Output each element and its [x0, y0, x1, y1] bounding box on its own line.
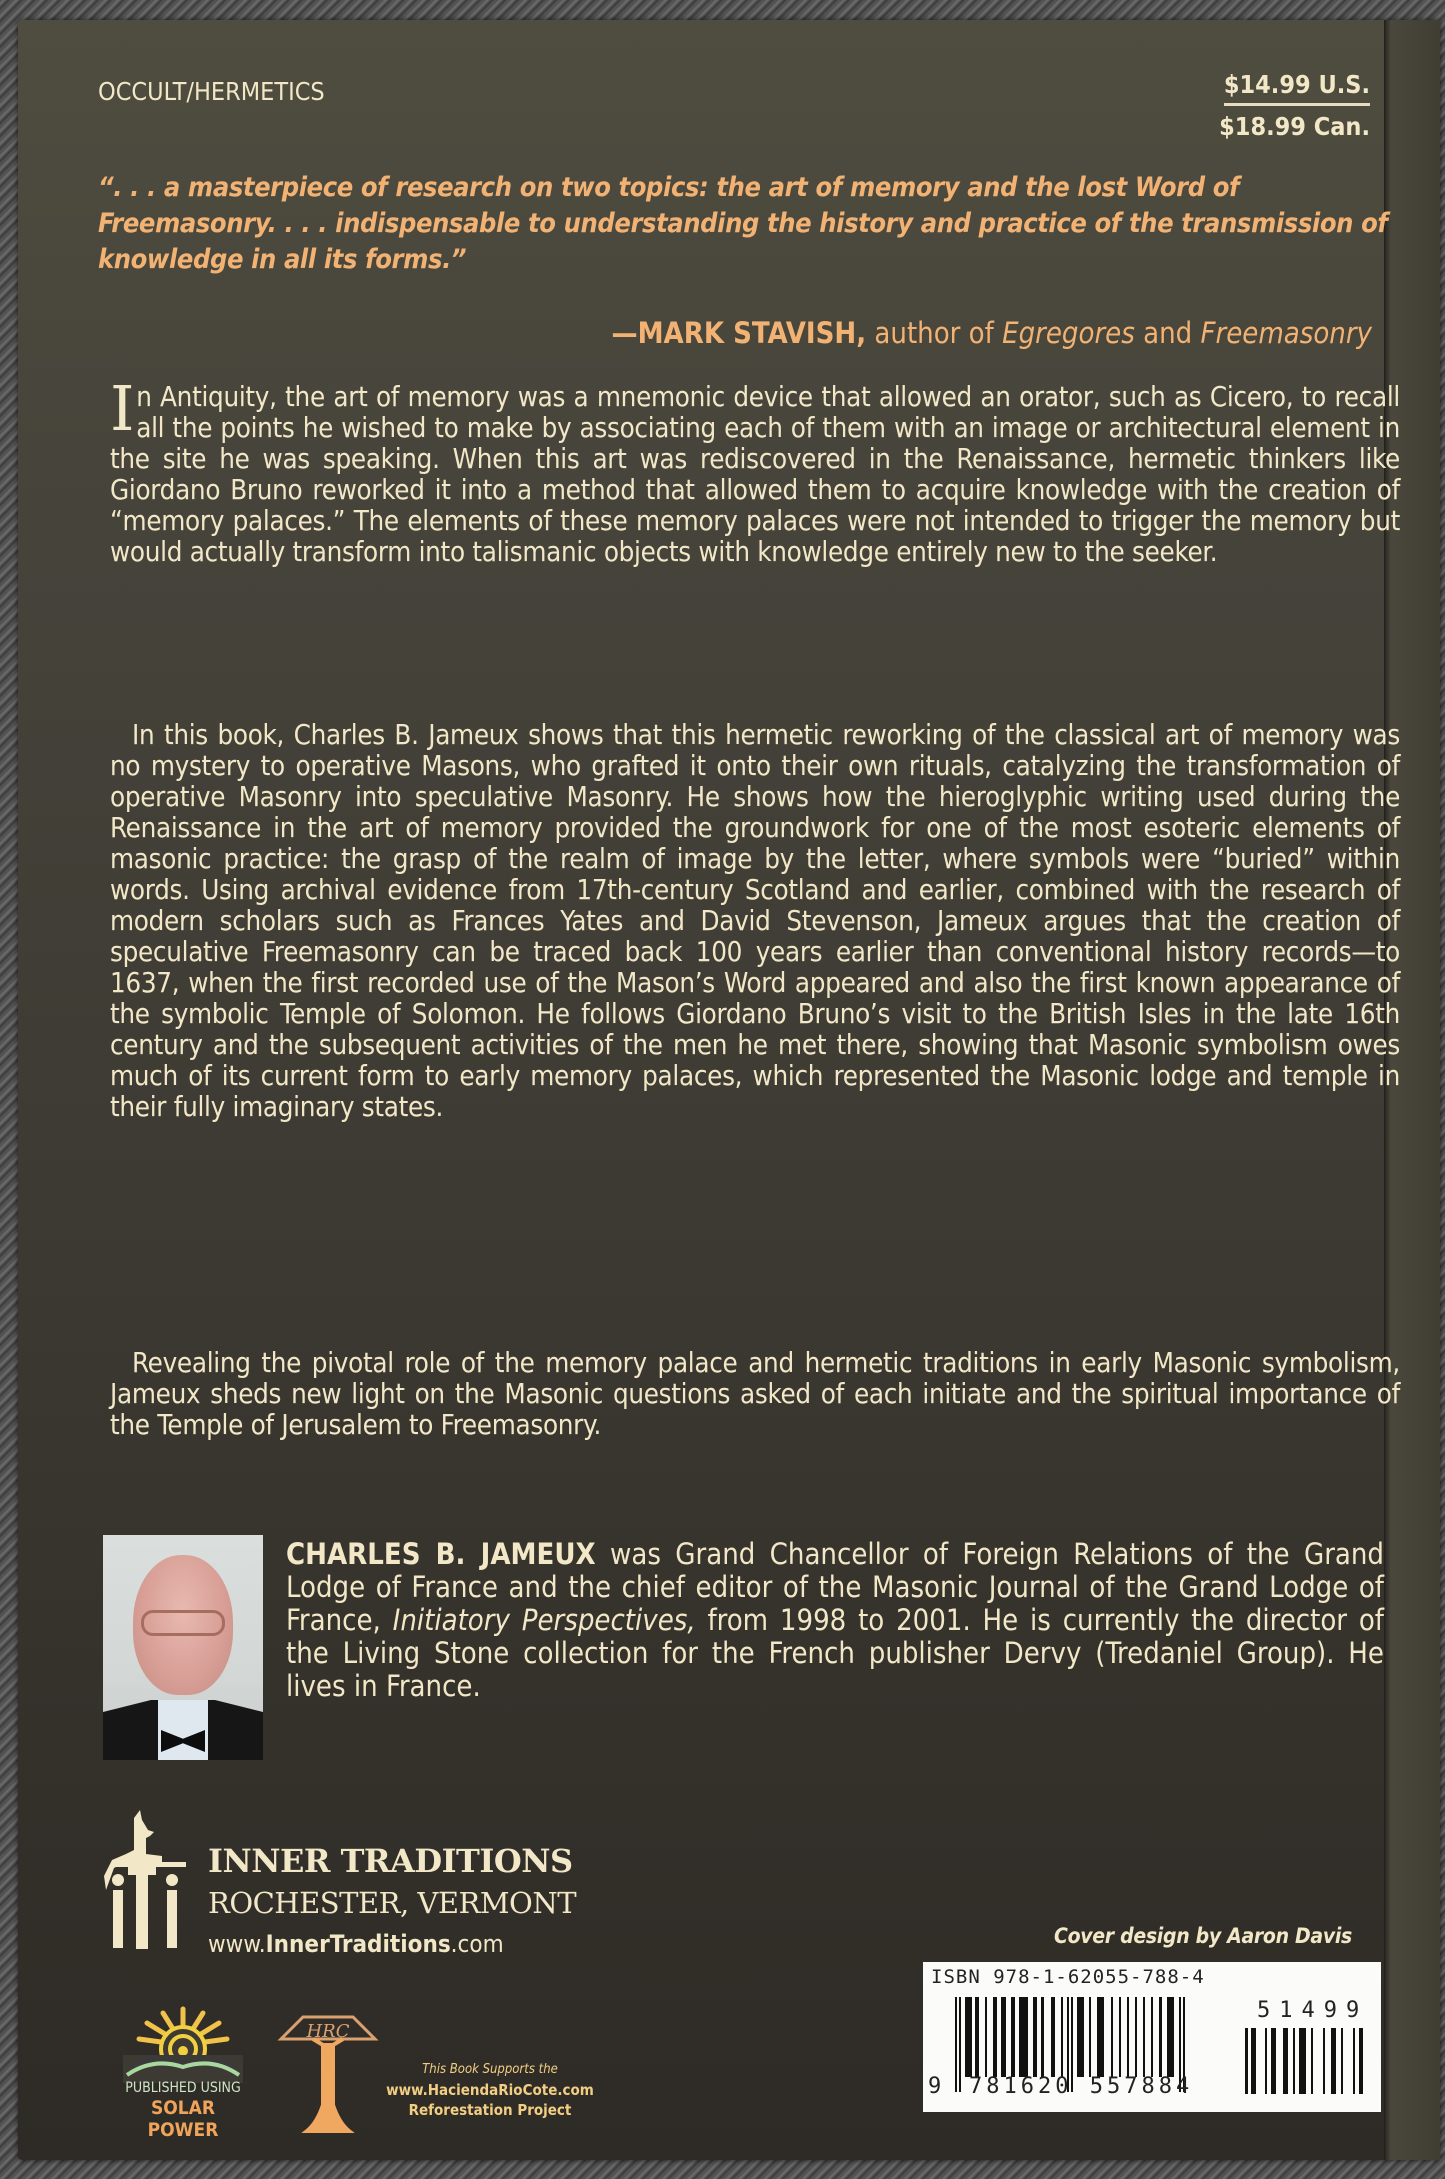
- publisher-block: [208, 1842, 576, 1958]
- url-brand: InnerTraditions: [265, 1930, 451, 1958]
- inner-traditions-logo-icon: [96, 1810, 196, 1970]
- barcode-lead-digit: 9: [928, 2074, 946, 2099]
- bio-text: was Grand Chancellor of Foreign Relations of the Grand Lodge of France and the chief editor of the Masonic Journal of the Grand Lodge of France,: [286, 1537, 1385, 1637]
- author-photo: [103, 1535, 263, 1760]
- author-name: CHARLES B. JAMEUX: [286, 1537, 596, 1571]
- quote-attribution: [611, 316, 1372, 350]
- hrc-line3: Reforestation Project: [408, 2101, 572, 2119]
- publisher-url: [208, 1930, 576, 1958]
- barcode-addon-digits: 51499: [1257, 1998, 1369, 2023]
- svg-text:HRC: HRC: [306, 2021, 350, 2042]
- bio-text: from 1998 to 2001. He is currently the director of the Living Stone collection for the French publisher Dervy (Tredaniel Group). He lives in France.: [286, 1603, 1384, 1703]
- hrc-line1: This Book Supports the: [422, 2062, 558, 2077]
- author-bio: [286, 1538, 1384, 1703]
- journal-title: Initiatory Perspectives,: [392, 1603, 696, 1637]
- solar-line1: PUBLISHED USING: [125, 2080, 241, 2096]
- price-block: [1219, 70, 1370, 141]
- url-suffix: .com: [450, 1930, 504, 1958]
- publisher-location: ROCHESTER, VERMONT: [208, 1886, 577, 1920]
- isbn-label: ISBN 978-1-62055-788-4: [931, 1966, 1205, 1988]
- addon-barcode-bars-icon: [1243, 2028, 1368, 2094]
- attribution-name: —MARK STAVISH,: [611, 316, 867, 350]
- barcode-main-digits: 781620 557884: [969, 2074, 1194, 2099]
- price-us: $14.99 U.S.: [1224, 70, 1370, 106]
- solar-line2: SOLAR POWER: [147, 2097, 219, 2141]
- drop-cap: I: [110, 372, 135, 445]
- isbn-barcode: [923, 1962, 1381, 2112]
- sun-book-icon: [113, 2005, 253, 2083]
- paragraph-text: n Antiquity, the art of memory was a mnemonic device that allowed an orator, such as Cicero, to recall all the points he wished to make by associating each of them with an image or architectural element in the site he was speaking. When this art was rediscovered in the Renaissance, hermetic thinkers like Giordano Bruno reworked it into a method that allowed them to acquire knowledge with the creation of “memory palaces.” The elements of these memory palaces were not intended to trigger the memory but would actually transform into talismanic objects with knowledge entirely new to the seeker.: [110, 381, 1400, 568]
- url-prefix: www.: [208, 1930, 266, 1958]
- attribution-work: Freemasonry: [1200, 316, 1372, 350]
- category-label: OCCULT/HERMETICS: [98, 77, 325, 106]
- hrc-url: www.HaciendaRioCote.com: [386, 2081, 594, 2099]
- description-paragraph-3: Revealing the pivotal role of the memory palace and hermetic traditions in early Masonic symbolism, Jameux sheds new light on the Masonic questions asked of each initiate and the spiritual importance of the Temple of Jerusalem to Freemasonry.: [110, 1347, 1400, 1441]
- photo-shirt: [158, 1700, 208, 1760]
- hrc-support-text: [360, 2060, 620, 2120]
- description-paragraph-2: In this book, Charles B. Jameux shows that this hermetic reworking of the classical art of memory was no mystery to operative Masons, who grafted it onto their own rituals, catalyzing the transformation of operative Masonry into speculative Masonry. He shows how the hieroglyphic writing used during the Renaissance in the art of memory provided the groundwork for one of the most esoteric elements of masonic practice: the grasp of the realm of image by the letter, where symbols were “buried” within words. Using archival evidence from 17th-century Scotland and earlier, combined with the research of modern scholars such as Frances Yates and David Stevenson, Jameux argues that the creation of speculative Freemasonry can be traced back 100 years earlier than conventional history records—to 1637, when the first recorded use of the Mason’s Word appeared and also the first known appearance of the symbolic Temple of Solomon. He follows Giordano Bruno’s visit to the British Isles in the late 16th century and the subsequent activities of the men he met there, showing that Masonic symbolism owes much of its current form to early memory palaces, which represented the Masonic lodge and temple in their fully imaginary states.: [110, 719, 1400, 1123]
- attribution-text: author of: [866, 316, 1003, 350]
- price-can: $18.99 Can.: [1219, 112, 1370, 141]
- description-paragraph-1: [110, 372, 1400, 568]
- solar-power-badge: [113, 2005, 253, 2141]
- publisher-name: INNER TRADITIONS: [208, 1842, 573, 1880]
- attribution-and: and: [1134, 316, 1201, 350]
- book-back-cover: [18, 20, 1440, 2160]
- photo-glasses: [141, 1610, 225, 1636]
- endorsement-quote: “. . . a masterpiece of research on two topics: the art of memory and the lost Word of Freemasonry. . . . indispensable to understanding the history and practice of the transmission of knowledge in all its forms.”: [98, 172, 1388, 275]
- attribution-work: Egregores: [1002, 316, 1135, 350]
- cover-design-credit: Cover design by Aaron Davis: [1054, 1924, 1352, 1948]
